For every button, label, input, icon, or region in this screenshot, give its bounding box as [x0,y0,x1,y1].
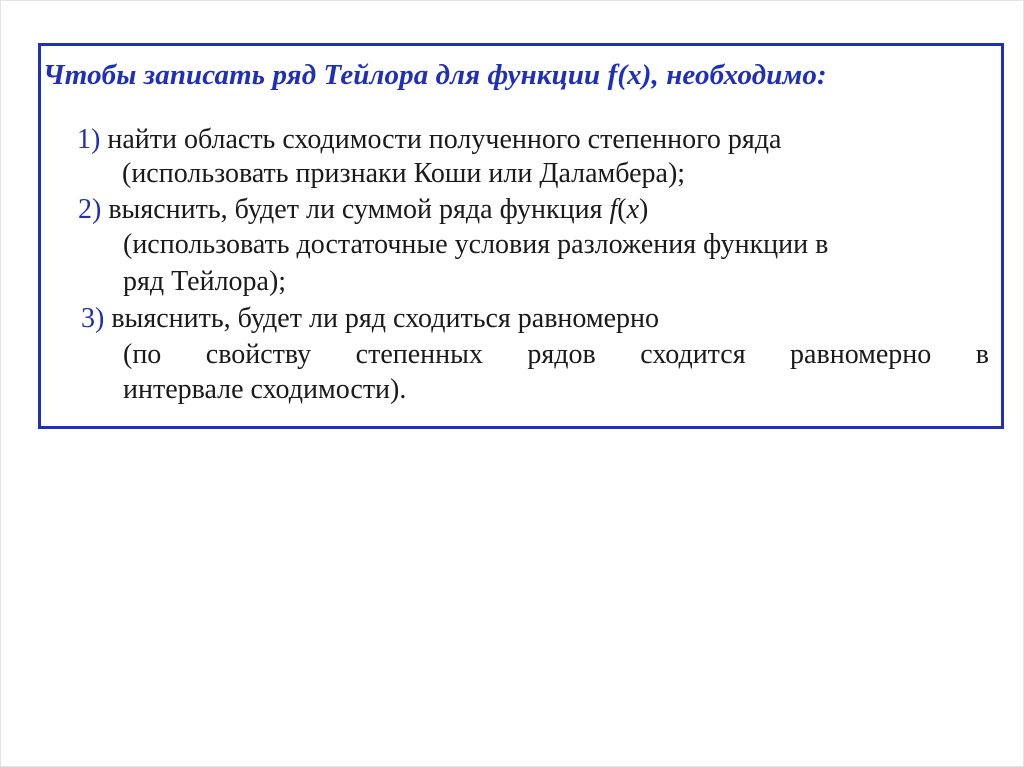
heading-suffix: , необходимо: [651,59,827,91]
heading-prefix: Чтобы записать ряд Тейлора для функции [43,59,608,91]
list-item-1-note: (использовать признаки Коши или Даламбера); [122,158,686,189]
heading-function-name: f [607,59,618,91]
list-item-1 [77,124,781,156]
heading-function-arg: (x) [617,59,652,91]
list-item-1-number: 1) [77,124,101,155]
list-item-3-note-cont: интервале сходимости). [123,374,407,405]
list-item-2-text: выяснить, будет ли суммой ряда функция [101,194,610,225]
content-frame [38,43,1004,429]
list-item-3 [81,303,659,335]
list-item-3-number: 3) [81,303,105,334]
list-item-2-paren-open: ( [617,194,627,225]
list-item-2 [78,194,648,226]
list-item-2-number: 2) [78,194,102,225]
slide-heading [43,59,827,92]
list-item-2-paren-close: ) [639,194,649,225]
list-item-3-note: (по свойству степенных рядов сходится равномерно в [123,339,989,370]
list-item-2-function-name: f [609,194,618,225]
list-item-3-text: выяснить, будет ли ряд сходиться равномерно [104,303,660,334]
list-item-1-text: найти область сходимости полученного степенного ряда [100,124,782,155]
list-item-2-note-cont: ряд Тейлора); [123,266,287,297]
list-item-2-note: (использовать достаточные условия разложения функции в [123,229,829,260]
list-item-2-function-var: x [626,194,640,225]
